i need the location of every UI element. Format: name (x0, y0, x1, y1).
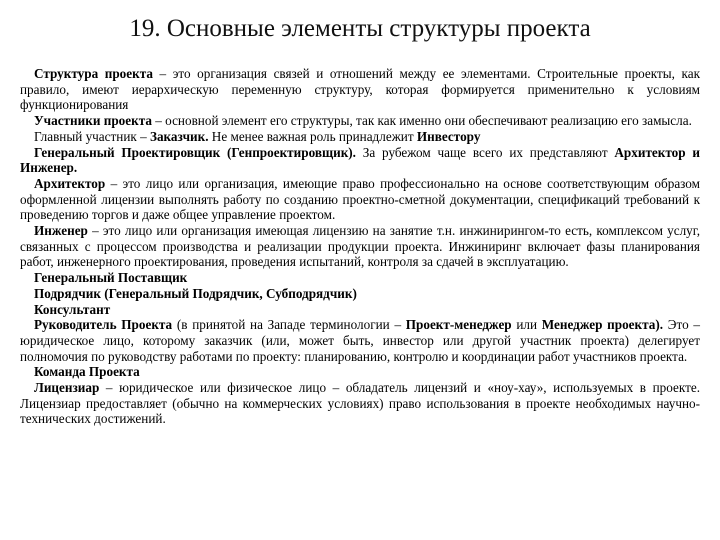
bold-term: Архитектор (34, 175, 106, 191)
paragraph (20, 302, 700, 318)
paragraph (20, 223, 700, 270)
text-run: Главный участник – (34, 128, 150, 144)
bold-term: Архитектор и Инженер. (20, 144, 700, 176)
bold-term: Генеральный Проектировщик (Генпроектировщик). (34, 144, 356, 160)
bold-term: Проект-менеджер (405, 317, 512, 333)
paragraph (20, 286, 700, 302)
text-run: Не менее важная роль принадлежит (208, 128, 417, 144)
text-run: – это организация связей и отношений между ее элементами. Строительные проекты, как правило, имеют иерархическую переменную структуру, которая формируется применительно к условиям функционирования (20, 66, 700, 113)
bold-term: Лицензиар (34, 380, 100, 396)
paragraph (20, 176, 700, 223)
paragraph (20, 145, 700, 176)
text-run: (в принятой на Западе терминологии – (172, 317, 406, 333)
paragraph (20, 364, 700, 380)
text-run: или (511, 317, 542, 333)
bold-term: Структура проекта (34, 66, 153, 81)
paragraph (20, 66, 700, 113)
bold-term: Консультант (34, 301, 111, 317)
paragraph (20, 113, 700, 129)
bold-term: Заказчик. (149, 128, 209, 144)
text-run: – это лицо или организация, имеющие право профессионально на основе соответствующим образом оформленной лицензии выполнять работу по созданию проектно-сметной документации, спецификаций требований к проведению торгов и даже общее управление проектом. (20, 175, 700, 223)
bold-term: Инженер (34, 223, 88, 239)
bold-term: Подрядчик (Генеральный Подрядчик, Субподрядчик) (34, 285, 357, 301)
slide-title: 19. Основные элементы структуры проекта (129, 15, 591, 42)
document-body (20, 66, 700, 427)
paragraph (20, 270, 700, 286)
paragraph (20, 317, 700, 364)
text-run: За рубежом чаще всего их представляют (355, 144, 615, 160)
bold-term: Руководитель Проекта (34, 317, 173, 333)
text-run: Это – юридическое лицо, которому заказчик (или, может быть, инвестор или другой участник проекта) делегирует полномочия по руководству работами по проекту: планированию, контролю и координации работ участников проекта. (20, 317, 700, 364)
text-run: – юридическое или физическое лицо – обладатель лицензий и «ноу-хау», используемых в проекте. Лицензиар предоставляет (обычно на коммерческих условиях) право использования в проекте необходимых научно-технических достижений. (20, 380, 700, 427)
bold-term: Менеджер проекта). (541, 317, 664, 333)
bold-term: Инвестору (416, 128, 481, 144)
text-run: – это лицо или организация имеющая лицензию на занятие т.н. инжинирингом-то есть, комплексом услуг, связанных с процессом производства и реализации продукции проекта. Инжиниринг включает фазы планирования работ, инженерного проектирования, проведения испытаний, контроля за сдачей в эксплуатацию. (20, 223, 700, 270)
text-run: – основной элемент его структуры, так как именно они обеспечивают реализацию его замысла. (151, 113, 692, 129)
bold-term: Участники проекта (34, 113, 152, 129)
paragraph (20, 129, 700, 145)
bold-term: Команда Проекта (34, 364, 140, 380)
paragraph (20, 380, 700, 427)
bold-term: Генеральный Поставщик (34, 270, 188, 286)
